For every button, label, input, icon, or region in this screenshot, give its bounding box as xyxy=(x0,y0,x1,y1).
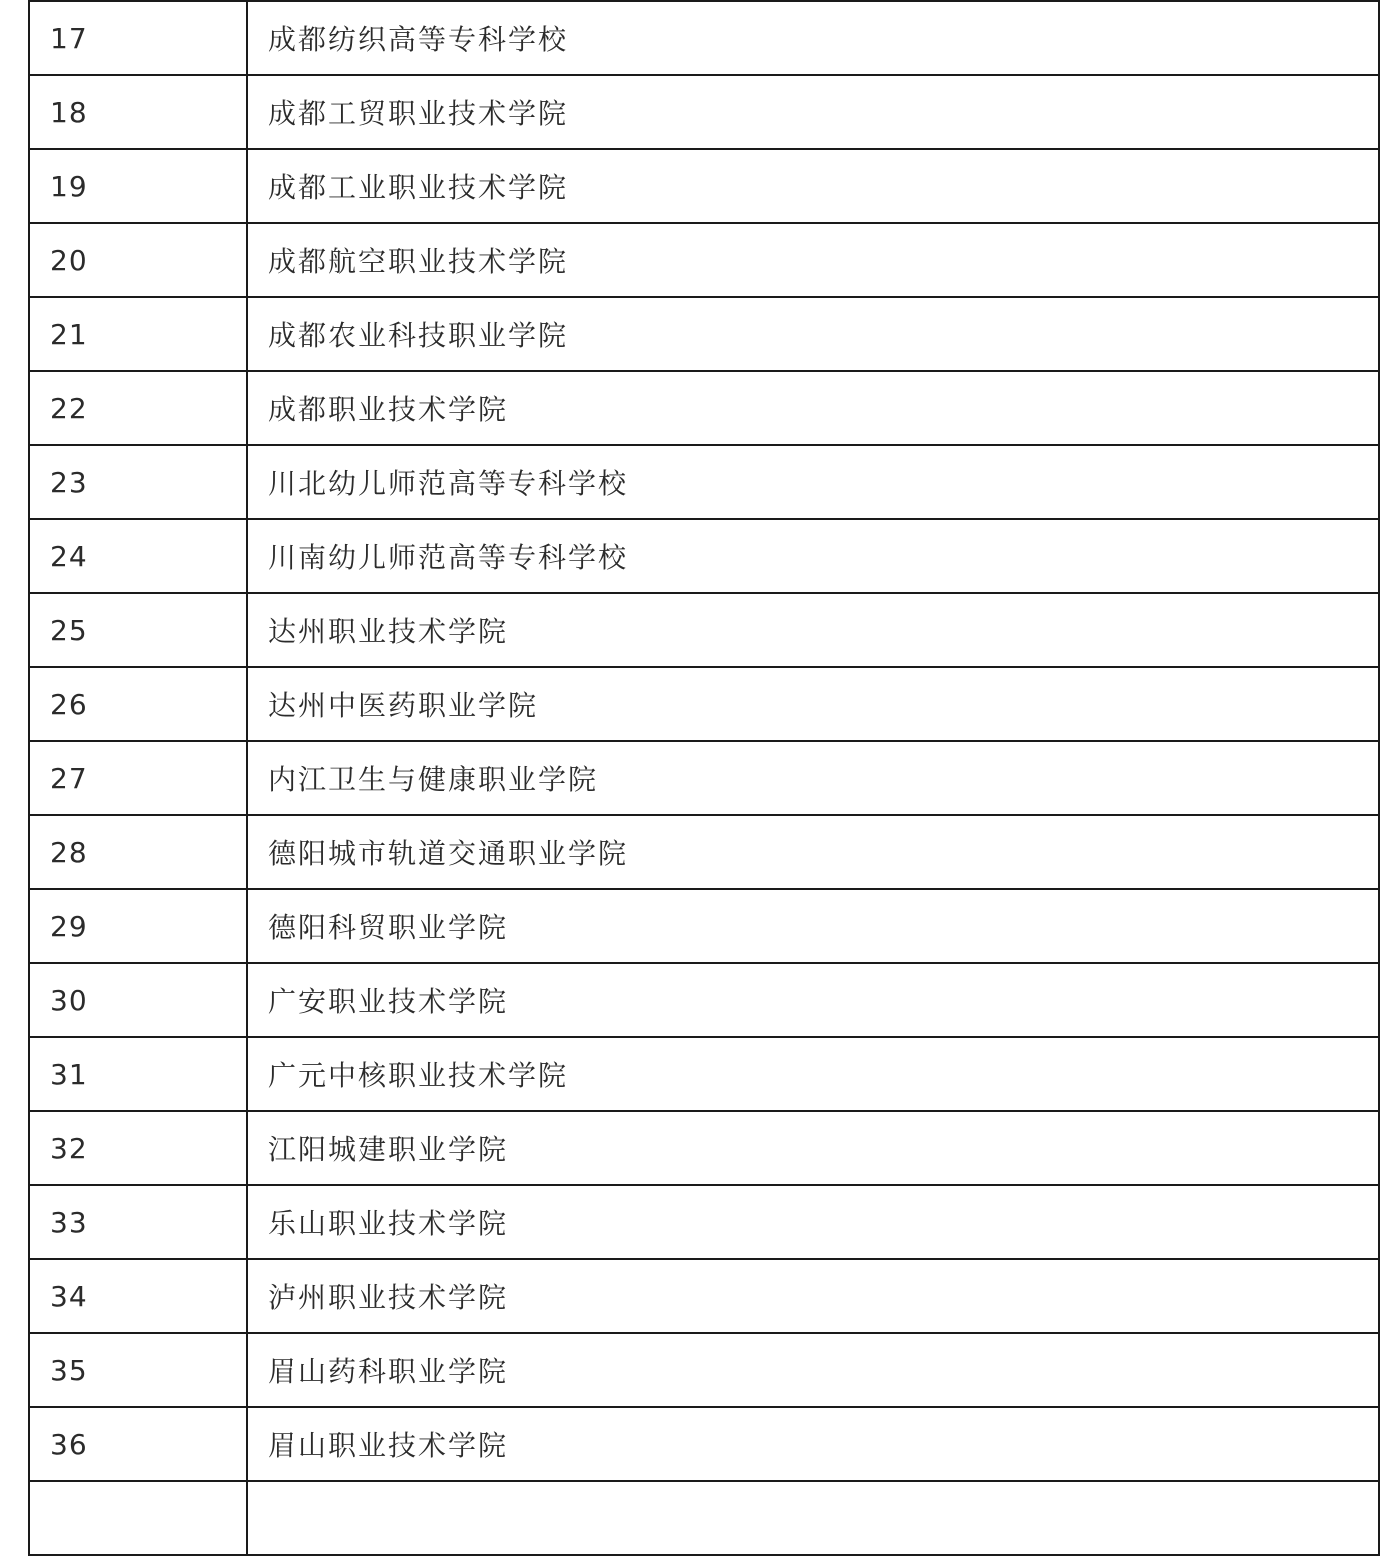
row-number: 20 xyxy=(29,223,247,297)
college-name: 江阳城建职业学院 xyxy=(247,1111,1379,1185)
table-row xyxy=(29,815,1379,889)
table-row-bottom-edge xyxy=(29,1481,1379,1555)
row-number: 24 xyxy=(29,519,247,593)
row-number: 26 xyxy=(29,667,247,741)
table-row xyxy=(29,1259,1379,1333)
college-name: 泸州职业技术学院 xyxy=(247,1259,1379,1333)
table-row xyxy=(29,519,1379,593)
row-number: 19 xyxy=(29,149,247,223)
college-name: 广元中核职业技术学院 xyxy=(247,1037,1379,1111)
row-number: 27 xyxy=(29,741,247,815)
row-number: 31 xyxy=(29,1037,247,1111)
college-name: 成都纺织高等专科学校 xyxy=(247,1,1379,75)
table-row xyxy=(29,1185,1379,1259)
college-name: 成都航空职业技术学院 xyxy=(247,223,1379,297)
row-number: 22 xyxy=(29,371,247,445)
college-name: 成都农业科技职业学院 xyxy=(247,297,1379,371)
row-number: 28 xyxy=(29,815,247,889)
row-number: 25 xyxy=(29,593,247,667)
table-row xyxy=(29,1407,1379,1481)
college-name: 乐山职业技术学院 xyxy=(247,1185,1379,1259)
table-row xyxy=(29,223,1379,297)
college-name: 成都工贸职业技术学院 xyxy=(247,75,1379,149)
cell-blank xyxy=(29,1481,247,1555)
college-name: 德阳科贸职业学院 xyxy=(247,889,1379,963)
college-table-container xyxy=(28,0,1380,1556)
cell-blank xyxy=(247,1481,1379,1555)
row-number: 32 xyxy=(29,1111,247,1185)
table-row xyxy=(29,667,1379,741)
row-number: 33 xyxy=(29,1185,247,1259)
table-row xyxy=(29,889,1379,963)
row-number: 35 xyxy=(29,1333,247,1407)
table-row xyxy=(29,445,1379,519)
college-name: 内江卫生与健康职业学院 xyxy=(247,741,1379,815)
college-name: 川北幼儿师范高等专科学校 xyxy=(247,445,1379,519)
college-name: 眉山职业技术学院 xyxy=(247,1407,1379,1481)
row-number: 36 xyxy=(29,1407,247,1481)
row-number: 23 xyxy=(29,445,247,519)
table-row xyxy=(29,1,1379,75)
table-row xyxy=(29,1111,1379,1185)
row-number: 29 xyxy=(29,889,247,963)
table-row xyxy=(29,297,1379,371)
table-row xyxy=(29,75,1379,149)
row-number: 21 xyxy=(29,297,247,371)
college-table xyxy=(28,0,1380,1556)
college-name: 成都工业职业技术学院 xyxy=(247,149,1379,223)
college-name: 成都职业技术学院 xyxy=(247,371,1379,445)
college-name: 眉山药科职业学院 xyxy=(247,1333,1379,1407)
table-row xyxy=(29,1037,1379,1111)
table-row xyxy=(29,371,1379,445)
college-name: 达州中医药职业学院 xyxy=(247,667,1379,741)
table-row xyxy=(29,741,1379,815)
row-number: 17 xyxy=(29,1,247,75)
row-number: 30 xyxy=(29,963,247,1037)
table-row xyxy=(29,1333,1379,1407)
college-name: 广安职业技术学院 xyxy=(247,963,1379,1037)
table-row xyxy=(29,963,1379,1037)
table-row xyxy=(29,149,1379,223)
college-name: 德阳城市轨道交通职业学院 xyxy=(247,815,1379,889)
table-row xyxy=(29,593,1379,667)
college-name: 川南幼儿师范高等专科学校 xyxy=(247,519,1379,593)
college-table-body xyxy=(29,0,1379,1555)
row-number: 18 xyxy=(29,75,247,149)
row-number: 34 xyxy=(29,1259,247,1333)
college-name: 达州职业技术学院 xyxy=(247,593,1379,667)
